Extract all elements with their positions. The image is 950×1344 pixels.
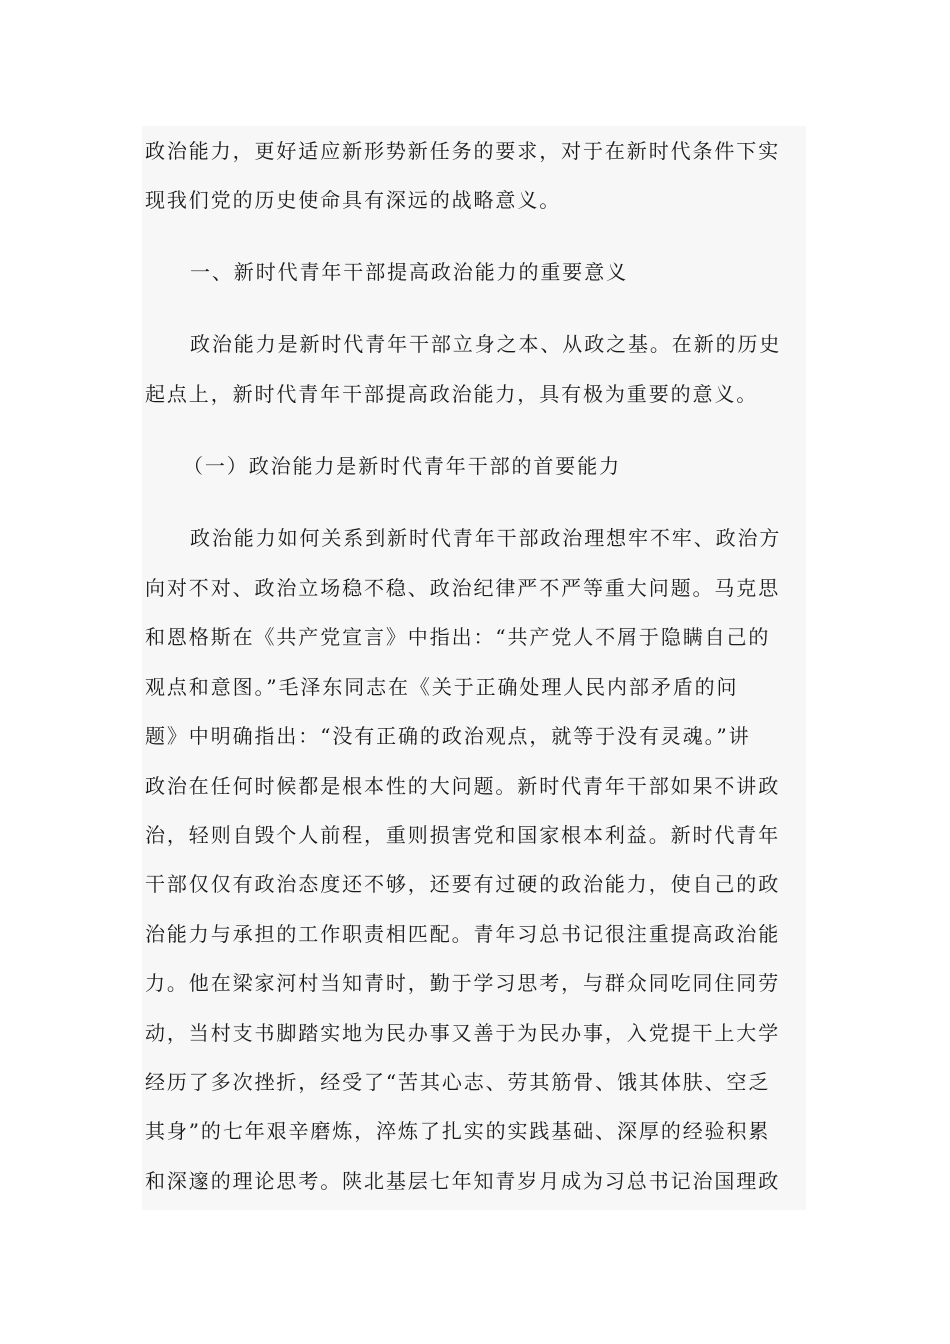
paragraph-line-16: 经历了多次挫折，经受了“苦其心志、劳其筋骨、饿其体肤、空乏 (145, 1070, 771, 1094)
paragraph-line-2: 现我们党的历史使命具有深远的战略意义。 (145, 188, 562, 212)
paragraph-line-7: 和恩格斯在《共产党宣言》中指出：“共产党人不屑于隐瞒自己的 (145, 625, 771, 649)
paragraph-line-1: 政治能力，更好适应新形势新任务的要求，对于在新时代条件下实 (145, 139, 781, 163)
paragraph-line-8: 观点和意图。”毛泽东同志在《关于正确处理人民内部矛盾的问 (145, 675, 739, 699)
paragraph-line-18: 和深邃的理论思考。陕北基层七年知青岁月成为习总书记治国理政 (145, 1169, 781, 1193)
paragraph-line-13: 治能力与承担的工作职责相匹配。青年习总书记很注重提高政治能 (145, 922, 781, 946)
subsection-heading-1: （一）政治能力是新时代青年干部的首要能力 (183, 454, 621, 478)
paragraph-line-15: 动，当村支书脚踏实地为民办事又善于为民办事，入党提干上大学 (145, 1021, 781, 1045)
paragraph-line-14: 力。他在梁家河村当知青时，勤于学习思考，与群众同吃同住同劳 (145, 971, 781, 995)
paragraph-line-10: 政治在任何时候都是根本性的大问题。新时代青年干部如果不讲政 (145, 774, 781, 798)
paragraph-line-4: 起点上，新时代青年干部提高政治能力，具有极为重要的意义。 (145, 382, 759, 406)
paragraph-line-6: 向对不对、政治立场稳不稳、政治纪律严不严等重大问题。马克思 (145, 576, 781, 600)
paragraph-line-17: 其身”的七年艰辛磨炼，淬炼了扎实的实践基础、深厚的经验积累 (145, 1119, 771, 1143)
paragraph-line-11: 治，轻则自毁个人前程，重则损害党和国家根本利益。新时代青年 (145, 823, 781, 847)
paragraph-line-3: 政治能力是新时代青年干部立身之本、从政之基。在新的历史 (190, 332, 782, 356)
paragraph-line-5: 政治能力如何关系到新时代青年干部政治理想牢不牢、政治方 (190, 526, 782, 550)
paragraph-line-12: 干部仅仅有政治态度还不够，还要有过硬的政治能力，使自己的政 (145, 872, 781, 896)
paragraph-line-9: 题》中明确指出：“没有正确的政治观点，就等于没有灵魂。”讲 (145, 724, 751, 748)
section-heading-1: 一、新时代青年干部提高政治能力的重要意义 (190, 260, 628, 284)
document-body (142, 126, 806, 1210)
